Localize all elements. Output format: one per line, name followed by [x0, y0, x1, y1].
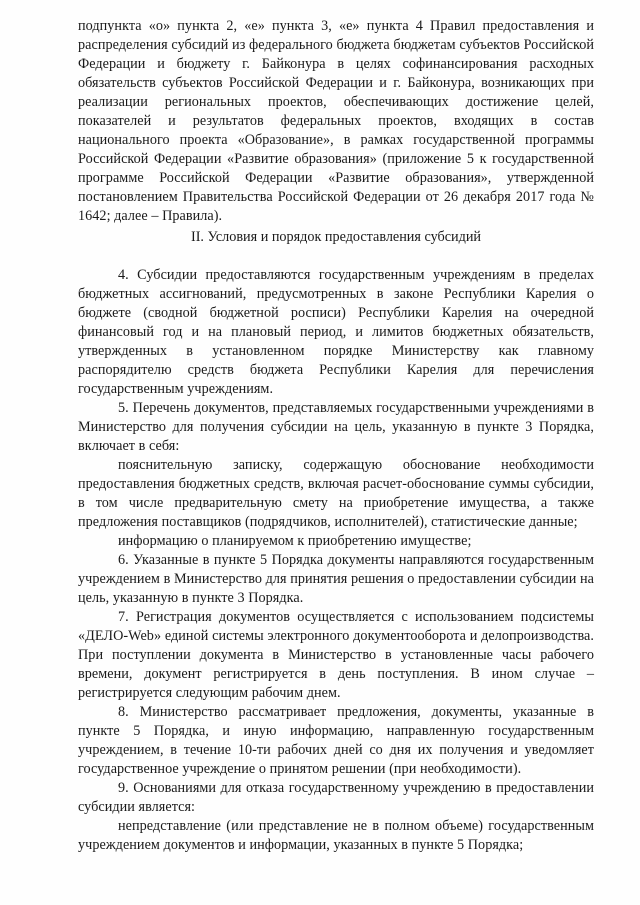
paragraph-4: 4. Субсидии предоставляются государственным учреждениям в пределах бюджетных ассигнований, предусмотренных в законе Республики Карелия о бюджете (сводной бюджетной росписи) Республики Карелия на очередной финансовый год и на плановый период, и лимитов бюджетных обязательств, утвержденных в установленном порядке Министерству как главному распорядителю средств бюджета Республики Карелия для перечисления государственным учреждениям. — [78, 267, 594, 397]
intro-paragraph: подпункта «о» пункта 2, «е» пункта 3, «е» пункта 4 Правил предоставления и распределения субсидий из федерального бюджета бюджетам субъектов Российской Федерации и бюджету г. Байконура в целях софинансирования расходных обязательств субъектов Российской Федерации и г. Байконура, возникающих при реализации региональных проектов, обеспечивающих достижение целей, показателей и результатов федеральных проектов, входящих в состав национального проекта «Образование», в рамках государственной программы Российской Федерации «Развитие образования» (приложение 5 к государственной программе Российской Федерации «Развитие образования», утвержденной постановлением Правительства Российской Федерации от 26 декабря 2017 года № 1642; далее – Правила). — [78, 18, 594, 224]
body-paragraphs — [78, 266, 594, 855]
paragraph-5-item-explanatory-note: пояснительную записку, содержащую обоснование необходимости предоставления бюджетных средств, включая расчет-обоснование суммы субсидии, в том числе предварительную смету на приобретение имущества, а также предложения поставщиков (подрядчиков, исполнителей), статистические данные; — [78, 457, 594, 530]
section-title: II. Условия и порядок предоставления субсидий — [190, 229, 482, 245]
paragraph-5: 5. Перечень документов, представляемых государственными учреждениями в Министерство для получения субсидии на цель, указанную в пункте 3 Порядка, включает в себя: — [78, 400, 594, 454]
paragraph-8: 8. Министерство рассматривает предложения, документы, указанные в пункте 5 Порядка, и иную информацию, направленную государственным учреждением, в течение 10-ти рабочих дней со дня их получения и уведомляет государственное учреждение о принятом решении (при необходимости). — [78, 704, 594, 777]
paragraph-7: 7. Регистрация документов осуществляется с использованием подсистемы «ДЕЛО-Web» единой системы электронного документооборота и делопроизводства. При поступлении документа в Министерство в установленные часы рабочего времени, документ регистрируется в день поступления. В ином случае – регистрируется следующим рабочим днем. — [78, 609, 594, 701]
paragraph-9-item-nonsubmission: непредставление (или представление не в полном объеме) государственным учреждением документов и информации, указанных в пункте 5 Порядка; — [78, 818, 594, 853]
paragraph-6: 6. Указанные в пункте 5 Порядка документы направляются государственным учреждением в Министерство для принятия решения о предоставлении субсидии на цель, указанную в пункте 3 Порядка. — [78, 552, 594, 606]
intro-paragraph-block — [78, 17, 594, 226]
paragraph-9: 9. Основаниями для отказа государственному учреждению в предоставлении субсидии является: — [78, 780, 594, 815]
paragraph-5-item-property-info: информацию о планируемом к приобретению имуществе; — [118, 533, 472, 549]
